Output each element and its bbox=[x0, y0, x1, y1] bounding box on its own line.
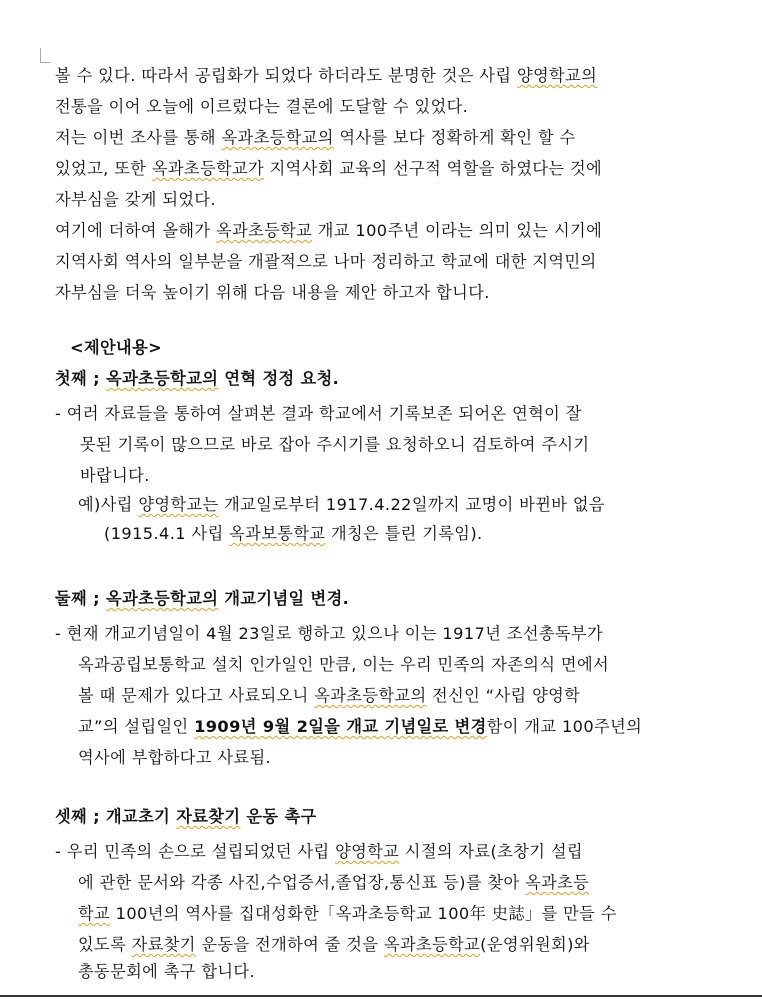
text-run: 시절의 자료(초창기 설립 bbox=[399, 842, 583, 861]
text-run: (운영위원회)와 bbox=[480, 935, 590, 954]
spellcheck-word: 양영학교는 bbox=[138, 495, 219, 514]
text-line bbox=[55, 221, 602, 241]
text-line bbox=[55, 66, 597, 86]
proposal-heading bbox=[70, 338, 162, 358]
text-line bbox=[78, 904, 617, 924]
text-run: 역사를 보다 정확하게 확인 할 수 bbox=[333, 128, 576, 147]
text-run: 개교 100주년 이라는 의미 있는 시기에 bbox=[312, 221, 603, 240]
text-run: 교”의 설립일인 bbox=[78, 717, 195, 736]
text-run: 자부심을 갖게 되었다. bbox=[55, 190, 216, 209]
text-line bbox=[80, 466, 150, 486]
text-line bbox=[55, 190, 216, 210]
text-run: 있도록 bbox=[78, 935, 132, 954]
spellcheck-word: 옥과초등학교의 bbox=[106, 369, 219, 388]
text-run: - 여러 자료들을 통하여 살펴본 결과 학교에서 기록보존 되어온 연혁이 잘 bbox=[55, 404, 582, 423]
text-run: 연혁 정정 요청. bbox=[218, 369, 340, 388]
text-run: 개칭은 틀린 기록임). bbox=[325, 524, 483, 543]
text-line bbox=[55, 128, 576, 148]
text-line bbox=[104, 524, 483, 544]
text-run: 옥과공립보통학교 설치 인가일인 만큼, 이는 우리 민족의 자존의식 면에서 bbox=[78, 655, 610, 674]
text-run: 역사에 부합하다고 사료됨. bbox=[78, 748, 272, 767]
text-run: 못된 기록이 많으므로 바로 잡아 주시기를 요청하오니 검토하여 주시기 bbox=[80, 435, 590, 454]
spellcheck-word: 양영학교의 bbox=[516, 66, 598, 85]
spellcheck-word: 옥과초등학교가 bbox=[151, 159, 265, 178]
spellcheck-word: 옥과초등 bbox=[525, 873, 590, 892]
spellcheck-word: 자료찾기 bbox=[176, 807, 241, 826]
text-run: 100년의 역사를 집대성화한「옥과초등학교 100年 史誌」를 만들 수 bbox=[110, 904, 617, 923]
spellcheck-word: 학교 bbox=[78, 904, 111, 923]
text-run: 함이 개교 100주년의 bbox=[486, 717, 643, 736]
text-run: (1915.4.1 사립 bbox=[104, 524, 230, 543]
spellcheck-word: 양영학교 bbox=[335, 842, 400, 861]
text-run: 볼 수 있다. 따라서 공립화가 되었다 하더라도 분명한 것은 사립 bbox=[55, 66, 517, 85]
text-line bbox=[55, 97, 468, 117]
text-line bbox=[78, 495, 605, 515]
text-line bbox=[55, 159, 602, 179]
text-run: - 우리 민족의 손으로 설립되었던 사립 bbox=[55, 842, 336, 861]
spellcheck-word: 옥과초등학교의 bbox=[314, 686, 427, 705]
text-run: 볼 때 문제가 있다고 사료되오니 bbox=[78, 686, 315, 705]
text-run: 여기에 더하여 올해가 bbox=[55, 221, 216, 240]
item1-heading bbox=[55, 369, 339, 389]
spellcheck-word: 옥과초등학교의 bbox=[221, 128, 334, 147]
text-run: 자부심을 더욱 높이기 위해 다음 내용을 제안 하고자 합니다. bbox=[55, 283, 490, 302]
text-line bbox=[55, 252, 597, 272]
text-run: 전통을 이어 오늘에 이르렀다는 결론에 도달할 수 있었다. bbox=[55, 97, 469, 116]
page-corner-mark bbox=[40, 48, 51, 63]
text-line bbox=[78, 935, 590, 955]
spellcheck-word: 옥과초등학교의 bbox=[106, 589, 219, 608]
text-run: 셋째 ; 개교초기 bbox=[55, 807, 177, 826]
text-run: 둘째 ; bbox=[55, 589, 107, 608]
text-run: 운동을 전개하여 줄 것을 bbox=[195, 935, 384, 954]
item3-heading bbox=[55, 807, 317, 827]
text-line bbox=[78, 686, 580, 706]
text-run: - 현재 개교기념일이 4월 23일로 행하고 있으나 이는 1917년 조선총독부가 bbox=[55, 624, 604, 643]
text-line bbox=[55, 283, 490, 303]
text-line bbox=[55, 404, 582, 424]
spellcheck-word: 자료찾기 bbox=[131, 935, 196, 954]
text-line bbox=[55, 624, 603, 644]
text-run: 첫째 ; bbox=[55, 369, 107, 388]
item2-heading bbox=[55, 589, 349, 609]
text-line bbox=[78, 873, 589, 893]
page-bottom-rule bbox=[0, 995, 762, 997]
text-line bbox=[78, 962, 255, 982]
text-run: 바랍니다. bbox=[80, 466, 150, 485]
text-run: 전신인 “사립 양영학 bbox=[426, 686, 581, 705]
proposal-heading-text: <제안내용> bbox=[70, 338, 163, 357]
text-run: 있었고, 또한 bbox=[55, 159, 152, 178]
spellcheck-word: 옥과초등학교 bbox=[215, 221, 313, 240]
emphasized-date-change: 1909년 9월 2일을 개교 기념일로 변경 bbox=[194, 717, 487, 736]
text-line bbox=[55, 842, 583, 862]
text-run: 예)사립 bbox=[78, 495, 139, 514]
spellcheck-word: 옥과보통학교 bbox=[229, 524, 326, 543]
text-run: 지역사회 역사의 일부분을 개괄적으로 나마 정리하고 학교에 대한 지역민의 bbox=[55, 252, 597, 271]
text-run: 지역사회 교육의 선구적 역할을 하였다는 것에 bbox=[264, 159, 603, 178]
text-run: 개교일로부터 1917.4.22일까지 교명이 바뀐바 없음 bbox=[218, 495, 605, 514]
text-run: 개교기념일 변경. bbox=[218, 589, 350, 608]
text-run: 저는 이번 조사를 통해 bbox=[55, 128, 222, 147]
text-run: 총동문회에 촉구 합니다. bbox=[78, 962, 256, 981]
text-line bbox=[78, 655, 609, 675]
text-line bbox=[78, 748, 271, 768]
spellcheck-word: 옥과초등학교 bbox=[383, 935, 481, 954]
text-line bbox=[80, 435, 589, 455]
text-run: 에 관한 문서와 각종 사진,수업증서,졸업장,통신표 등)를 찾아 bbox=[78, 873, 526, 892]
text-line bbox=[78, 717, 642, 737]
text-run: 운동 촉구 bbox=[240, 807, 317, 826]
